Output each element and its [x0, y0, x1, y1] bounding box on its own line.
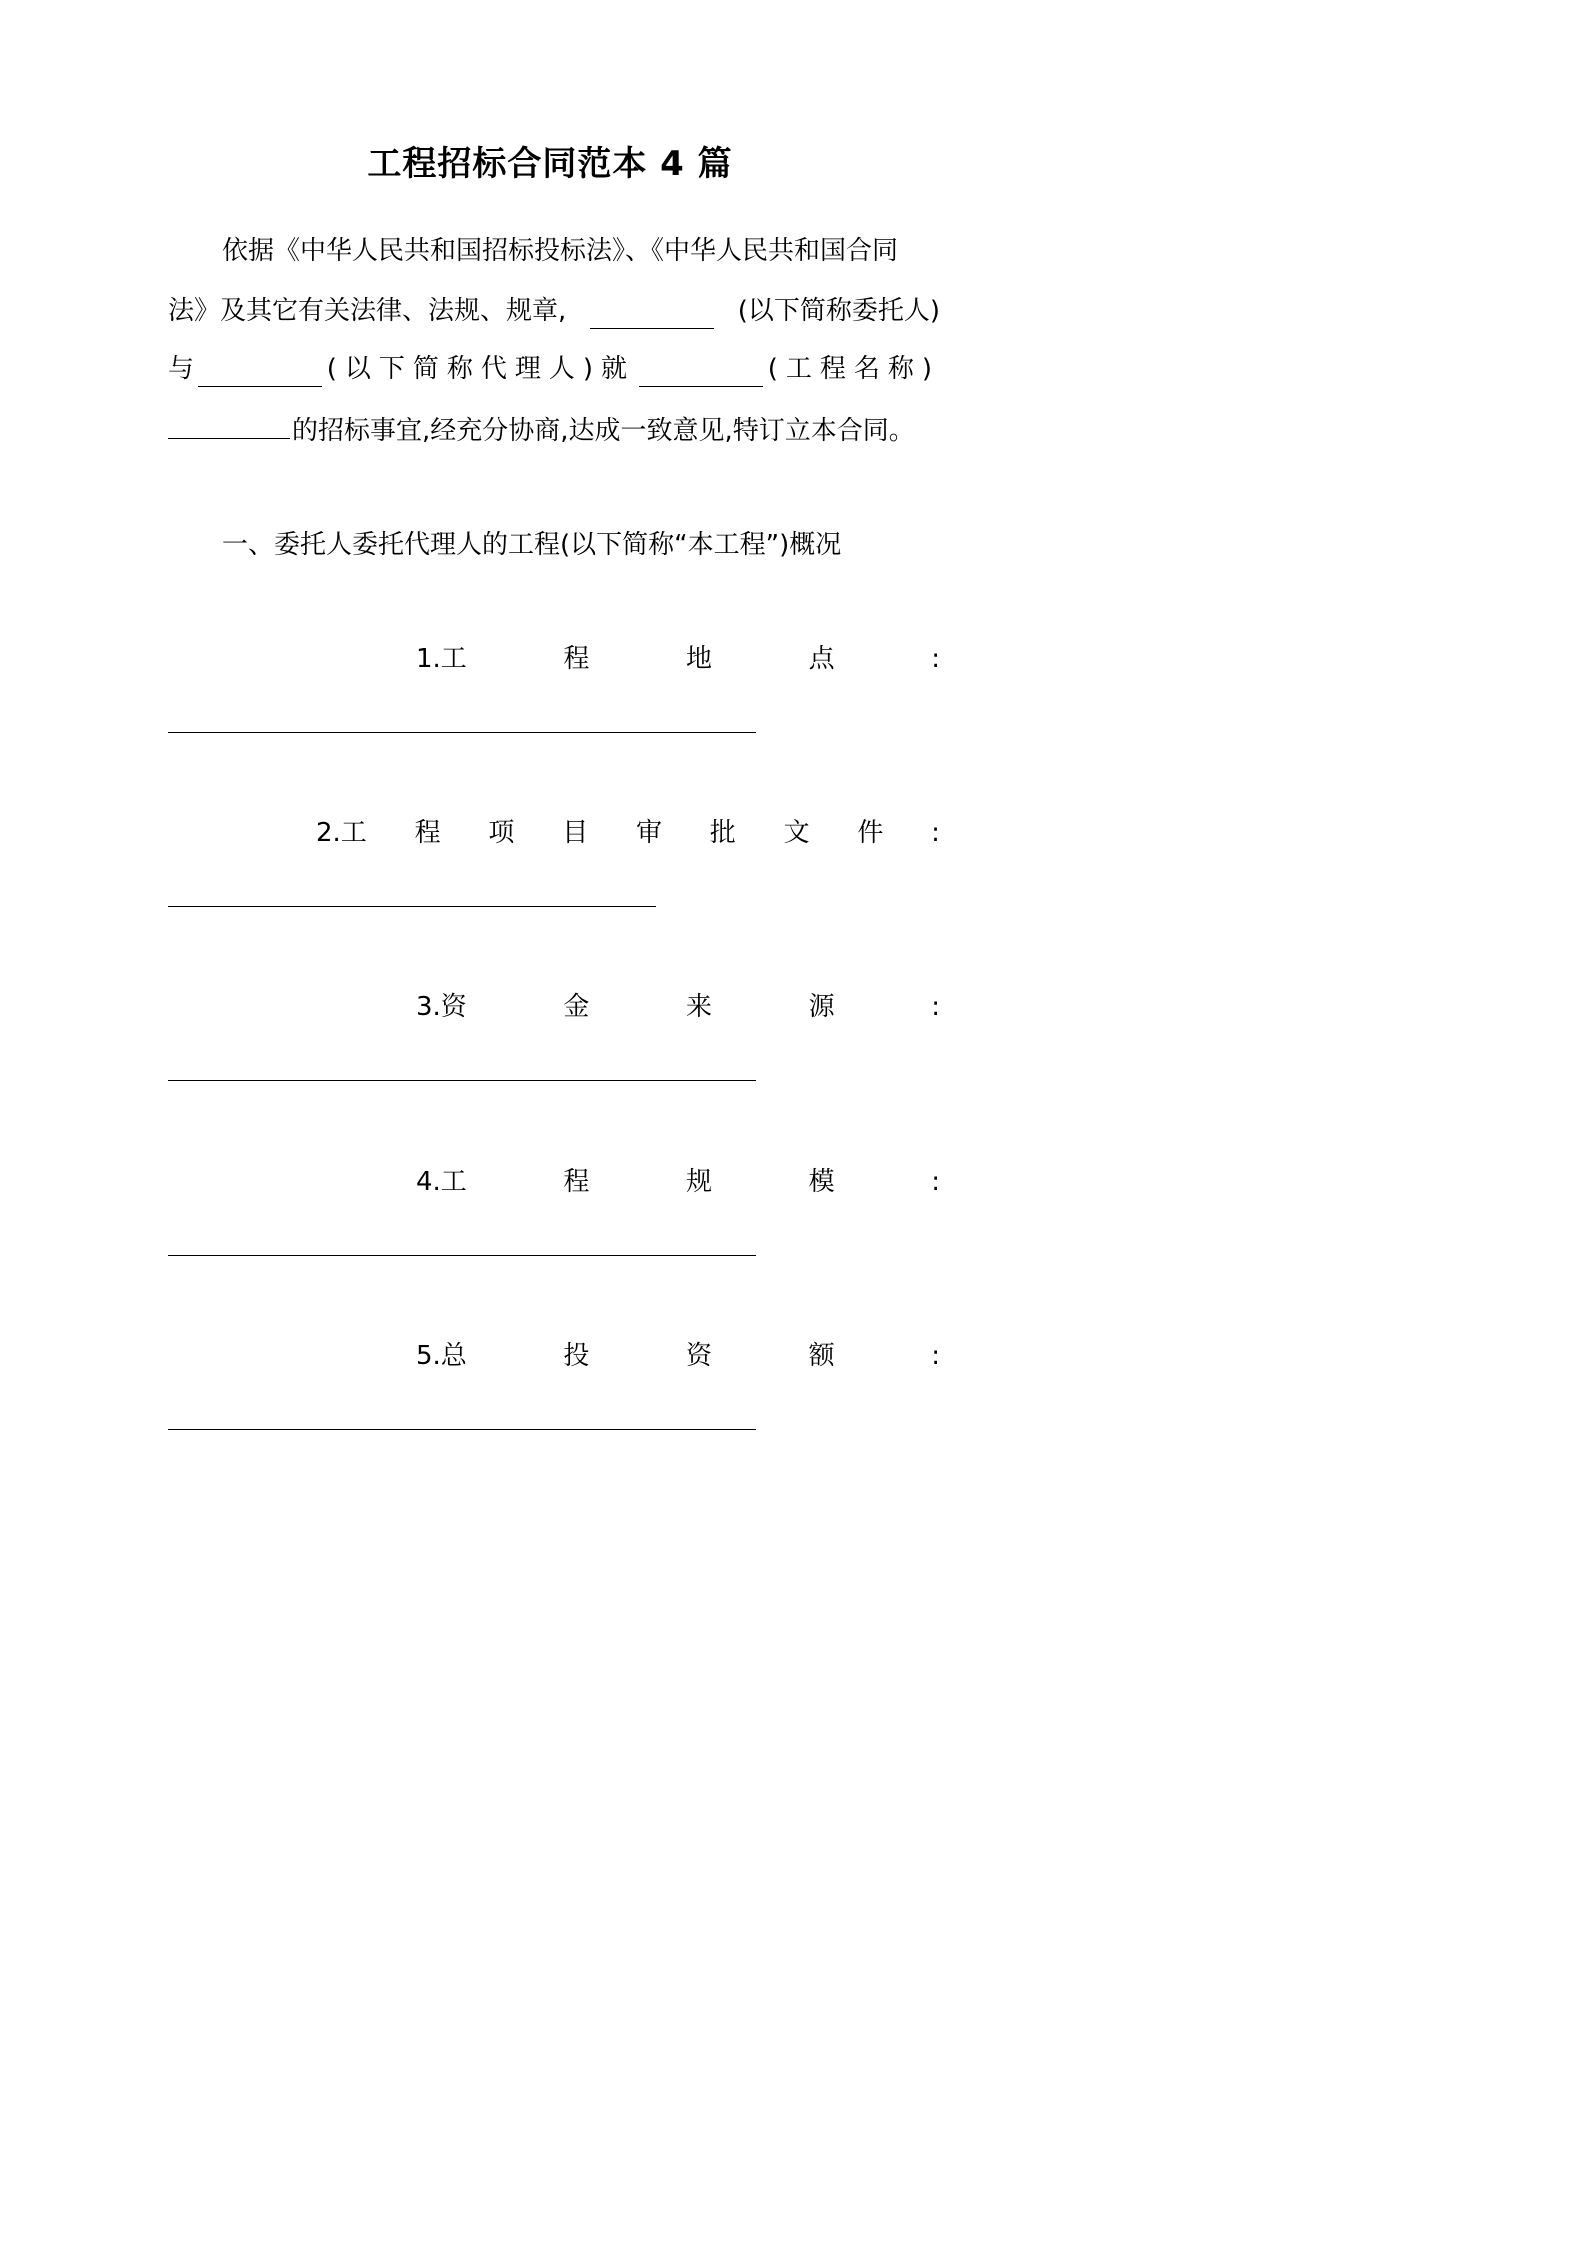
- field-label-char: 1.工: [416, 644, 467, 674]
- document-title: 工程招标合同范本 4 篇: [367, 144, 733, 184]
- field-project-scale: [416, 1157, 940, 1207]
- field-label-char: 审: [635, 818, 662, 848]
- intro-line-2: [168, 286, 940, 336]
- field-label-char: 点: [808, 644, 835, 674]
- intro-text-4b: 的招标事宜,经充分协商,达成一致意见,特订立本合同。: [292, 416, 915, 446]
- field-colon: :: [931, 1341, 940, 1371]
- field-total-investment: [416, 1331, 940, 1381]
- intro-text-3b: (以下简称代理人)就: [326, 354, 635, 384]
- field-label-char: 3.资: [416, 992, 467, 1022]
- field-label-char: 模: [808, 1167, 835, 1197]
- field-label-char: 程: [414, 818, 441, 848]
- field-label-char: 程: [563, 644, 590, 674]
- intro-line-4: [168, 404, 940, 454]
- section-1-heading: 一、委托人委托代理人的工程(以下简称“本工程”)概况: [222, 530, 842, 560]
- field-label-char: 金: [563, 992, 590, 1022]
- field-label-char: 来: [686, 992, 713, 1022]
- field-label-char: 源: [808, 992, 835, 1022]
- field-label-char: 批: [709, 818, 736, 848]
- project-name-blank[interactable]: [639, 352, 763, 387]
- field-colon: :: [931, 818, 940, 848]
- funding-source-blank[interactable]: [168, 1080, 756, 1081]
- field-approval-documents: [316, 808, 940, 858]
- project-location-blank[interactable]: [168, 732, 756, 733]
- field-colon: :: [931, 992, 940, 1022]
- field-label-char: 资: [686, 1341, 713, 1371]
- intro-text-1: 依据《中华人民共和国招标投标法》、《中华人民共和国合同: [222, 236, 899, 266]
- field-label-char: 地: [686, 644, 713, 674]
- field-label-char: 文: [783, 818, 810, 848]
- approval-documents-blank[interactable]: [168, 906, 656, 907]
- intro-line-1: [222, 226, 940, 276]
- project-scale-blank[interactable]: [168, 1255, 756, 1256]
- field-label-char: 投: [563, 1341, 590, 1371]
- document-page: [0, 0, 1100, 1556]
- field-label-char: 4.工: [416, 1167, 467, 1197]
- intro-text-2b: (以下简称委托人): [737, 296, 940, 326]
- field-label-char: 目: [562, 818, 589, 848]
- field-label-char: 件: [857, 818, 884, 848]
- project-name-blank-2[interactable]: [168, 404, 290, 439]
- field-label-char: 项: [488, 818, 515, 848]
- field-label-char: 2.工: [316, 818, 367, 848]
- client-name-blank[interactable]: [590, 294, 714, 329]
- field-label-char: 额: [808, 1341, 835, 1371]
- intro-text-3a: 与: [168, 354, 195, 384]
- field-project-location: [416, 634, 940, 684]
- intro-text-3c: (工程名称): [767, 354, 940, 384]
- field-label-char: 5.总: [416, 1341, 467, 1371]
- field-funding-source: [416, 982, 940, 1032]
- intro-text-2a: 法》及其它有关法律、法规、规章,: [168, 296, 567, 326]
- total-investment-blank[interactable]: [168, 1429, 756, 1430]
- field-label-char: 规: [686, 1167, 713, 1197]
- intro-line-3: [168, 344, 940, 394]
- field-colon: :: [931, 644, 940, 674]
- field-label-char: 程: [563, 1167, 590, 1197]
- field-colon: :: [931, 1167, 940, 1197]
- agent-name-blank[interactable]: [198, 352, 322, 387]
